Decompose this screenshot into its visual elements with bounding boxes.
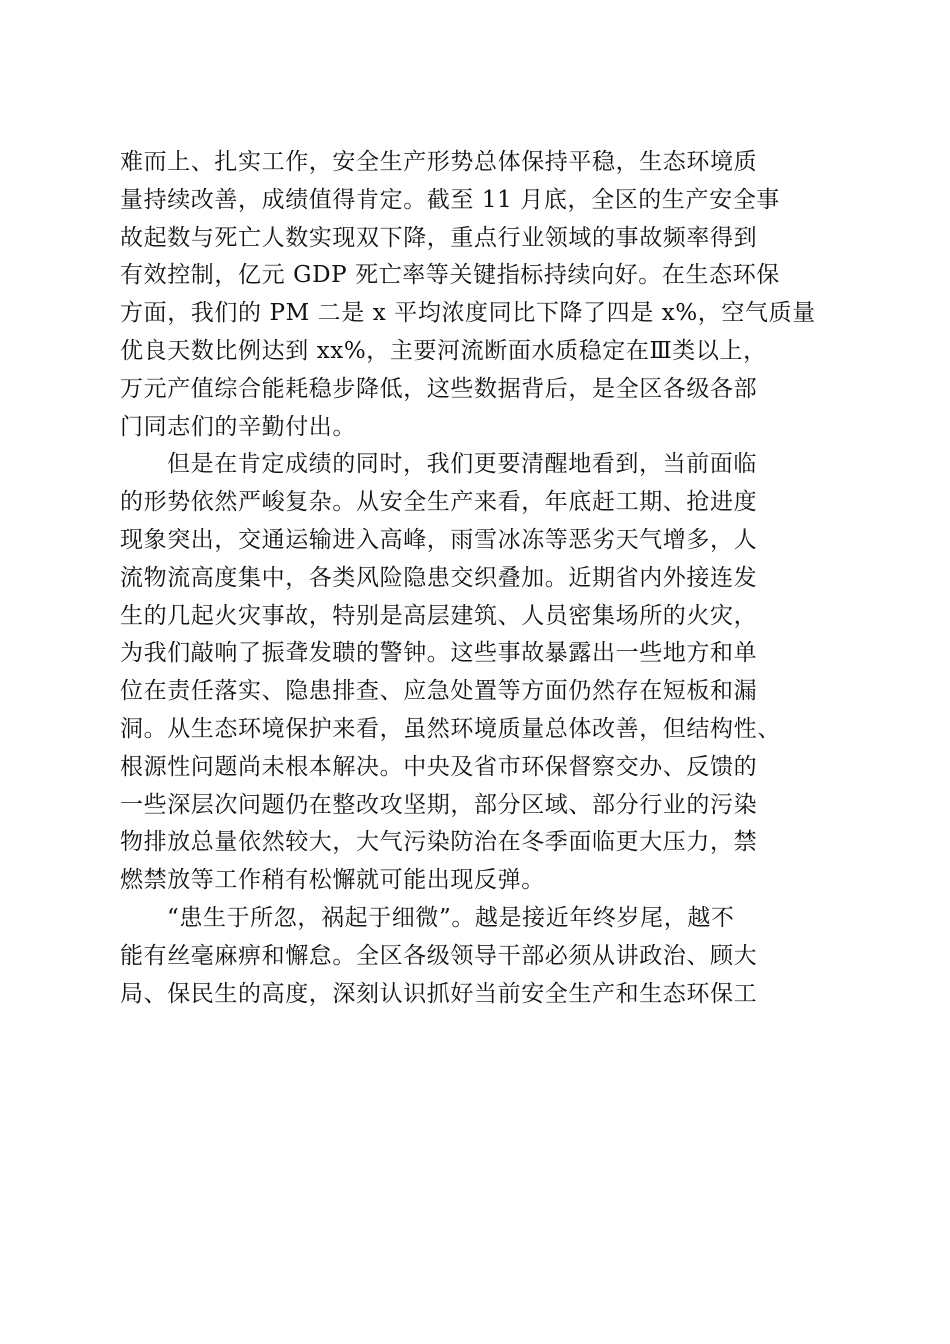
- text-line: 的形势依然严峻复杂。从安全生产来看，年底赶工期、抢进度: [120, 489, 758, 516]
- text-line: 门同志们的辛勤付出。: [120, 413, 356, 440]
- text-line: 生的几起火灾事故，特别是高层建筑、人员密集场所的火灾，: [120, 602, 758, 629]
- text-line: 难而上、扎实工作，安全生产形势总体保持平稳，生态环境质: [120, 149, 758, 175]
- text-line: 万元产值综合能耗稳步降低，这些数据背后，是全区各级各部: [120, 375, 758, 402]
- text-line: 洞。从生态环境保护来看，虽然环境质量总体改善，但结构性、: [120, 715, 781, 742]
- text-line: 故起数与死亡人数实现双下降，重点行业领域的事故频率得到: [120, 224, 758, 251]
- text-line: 燃禁放等工作稍有松懈就可能出现反弹。: [120, 867, 545, 894]
- text-line: 根源性问题尚未根本解决。中央及省市环保督察交办、反馈的: [120, 753, 758, 780]
- text-line: 有效控制，亿元 GDP 死亡率等关键指标持续向好。在生态环保: [120, 262, 780, 289]
- paragraph-start-line: 但是在肯定成绩的同时，我们更要清醒地看到，当前面临: [167, 451, 757, 478]
- text-line: 量持续改善，成绩值得肯定。截至 11 月底，全区的生产安全事: [120, 186, 780, 213]
- text-line: 局、保民生的高度，深刻认识抓好当前安全生产和生态环保工: [120, 980, 758, 1007]
- text-line: 为我们敲响了振聋发聩的警钟。这些事故暴露出一些地方和单: [120, 640, 758, 667]
- text-line: 方面，我们的 PM 二是 x 平均浓度同比下降了四是 x%，空气质量: [120, 300, 816, 327]
- text-line: 物排放总量依然较大，大气污染防治在冬季面临更大压力，禁: [120, 829, 758, 856]
- text-line: 能有丝毫麻痹和懈怠。全区各级领导干部必须从讲政治、顾大: [120, 942, 758, 969]
- paragraph-start-line: “患生于所忽，祸起于细微”。越是接近年终岁尾，越不: [167, 904, 735, 931]
- text-line: 流物流高度集中，各类风险隐患交织叠加。近期省内外接连发: [120, 564, 758, 591]
- text-line: 位在责任落实、隐患排查、应急处置等方面仍然存在短板和漏: [120, 678, 758, 705]
- text-line: 现象突出，交通运输进入高峰，雨雪冰冻等恶劣天气增多，人: [120, 526, 758, 553]
- text-line: 一些深层次问题仍在整改攻坚期，部分区域、部分行业的污染: [120, 791, 758, 818]
- text-line: 优良天数比例达到 xx%，主要河流断面水质稳定在Ⅲ类以上，: [120, 337, 767, 364]
- body-text: [120, 144, 832, 1013]
